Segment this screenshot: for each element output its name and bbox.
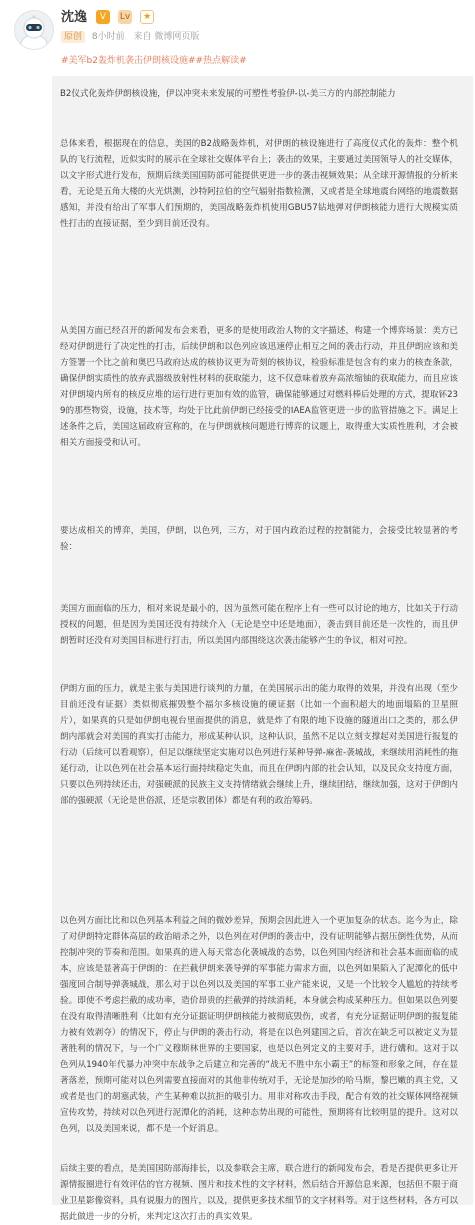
paragraph-5: 伊朗方面的压力，就是主张与美国进行谈判的力量，在美国展示出的能力取得的效果，并没有出现（至少目前还没有证据）类似彻底摧毁整个福尔多核设施的硬证据（比如一个面积超大的地面塌陷的卫星照片），如果真的只是如伊朗电视台里面提供的消息，就是炸了有限的地下设施的隧道出口之类的，那么伊朗内部就会对美国的真实打击能力，形成某种认识，这种认识，虽然不足以立刻支撑起对美国进行报复的行动（后续可以看观察），但足以继续坚定实施对以色列进行某种导弹-麻雀-袭城战，来继续用消耗性的拖延行动，让以色列在社会基本运行面持续稳定失血，而且在伊朗内部的社会认知，以及民众支持度方面，只要以色列持续还击，对强硬派的民族主义支持情绪就会继续上升，继续团结，继续加强，这对于伊朗内部的强硬派（无论是世俗派，还是宗教团体）都是有利的政治筹码。 — [60, 684, 458, 806]
original-tag: 原创 — [61, 31, 85, 43]
paragraph-3: 要达成相关的博弈，美国，伊朗，以色列，三方，对于国内政治过程的控制能力，会接受比较显著的考验： — [60, 526, 458, 552]
paragraph-6: 以色列方面比比和以色列基本利益之间的微妙差异，预期会因此进入一个更加复杂的状态。迄今为止，除了对伊朗特定群体高层的政治暗杀之外，以色列在对伊朗的袭击中，没有证明能够占据压倒性优势，从而控制冲突的节奏和范围。如果真的进入每天常态化袭城战的态势，以色列国内经济和社会基本面面临的成本，应该是显著高于伊朗的：在拦截伊朗来袭导弹的军事能力需求方面，以色列如果陷入了泥潭化的低中强度回合制导弹袭城战，那么对于以色列以及美国的军事工业产能来说，又是一个比较令人尴尬的持续考验。即使不考虑拦截的成功率，造价昂贵的拦截弹的持续消耗，本身就会构成某种压力。但如果以色列要在没有取得清晰胜利（比如有充分证据证明伊朗核能力被彻底毁伤，或者，有充分证据证明伊朗的报复能力被有效剥夺）的情况下，停止与伊朗的袭击行动，将是在以色列建国之后，首次在缺乏可以被定义为显著胜利的情况下，与一个广义穆斯林世界的主要国家，也是以色列定义的主要对手，进行媾和。这对于以色列从1940年代暴力冲突中东战争之后建立和完善的“战无不胜中东小霸王”的标签和形象之间，存在显著落差，预期可能对以色列需要直接面对的其他非传统对手，无论是加沙的哈马斯，黎巴嫩的真主党，又或者是也门的胡塞武装，产生某种难以抗拒的吸引力。用非对称攻击手段，配合有效的社交媒体网络视频宣传攻势，持续对以色列进行泥潭化的消耗，这种态势出现的可能性，预期将有比较明显的提升。这对以色列，以及美国来说，都不是一个好消息。 — [60, 916, 458, 1134]
paragraph-7: 后续主要的看点，是美国国防部海排长，以及参联会主席，联合进行的新闻发布会，看是否提供更多让开源情报圈进行有效评估的官方视频、图片和技术性的文字材料，然后结合开源信息来源，包括但不限于商业卫星影像资料，具有说服力的图片，以及，提供更多技术细节的文字材料等。对于这些材料，各方可以据此做进一步的分析，来判定这次打击的真实效果。 — [60, 1164, 458, 1222]
paragraph-1: 总体来看，根据现在的信息，美国的B2战略轰炸机，对伊朗的核设施进行了高度仪式化的轰炸：整个机队的飞行流程，近似实时的展示在全球社交媒体平台上；袭击的效果，主要通过美国领导人的社交媒体，以文字形式进行发布，预期后续美国国防部可能提供更进一步的袭击视频效果；从全球开源情报的分析来看，无论是五角大楼的火光烘测，沙特阿拉伯的空气辐射指数检测，又或者是全球地震台网络的地震数据感知，并没有给出了军事人们预期的，美国战略轰炸机使用GBU57钻地弹对伊朗核能力进行大规模实质性打击的直接证据，至少到目前还没有。 — [60, 139, 458, 229]
hashtag-links[interactable]: #美军b2轰炸机袭击伊朗核设施##热点解读# — [61, 56, 247, 66]
paragraph-2: 从美国方面已经召开的新闻发布会来看，更多的是使用政治人物的文字描述，构建一个博弈场景：美方已经对伊朗进行了决定性的打击，后续伊朗和以色列应该迅速停止相互之间的袭击行动，并且伊朗应该和美方签署一个比之前和奥巴马政府达成的核协议更为苛刻的核协议，检验标准是包含有约束力的核查条款，确保伊朗实质性的放弃武器级放射性材料的获取能力，这不仅意味着放弃高浓缩铀的获取能力，而且应该对伊朗境内所有的核反应堆的运行进行更加有效的监管，确保能够通过对燃料棒后处理的方式，提取钚239的那些物资，设施，技术等，均处于比此前伊朗已经接受的IAEA监管更进一步的监管措施之下。满足上述条件之后，美国这届政府宣称的，在与伊朗就核问题进行博弈的议题上，取得重大实质性胜利，才会被相关方面接受和认可。 — [60, 326, 458, 448]
post-meta — [61, 31, 199, 43]
long-text-card — [52, 76, 473, 1222]
user-badges — [96, 10, 157, 26]
vip-badge-icon[interactable]: V — [96, 10, 110, 24]
post-source: 来自 微博网页版 — [133, 32, 200, 42]
avatar[interactable] — [14, 10, 54, 50]
paragraph-title: B2仪式化轰炸伊朗核设施，伊以冲突未来发展的可塑性考验伊-以-美三方的内部控制能力 — [60, 89, 396, 99]
robot-avatar-icon — [15, 11, 53, 49]
paragraph-4: 美国方面面临的压力，相对来说是最小的，因为虽然可能在程序上有一些可以讨论的地方，比如关于行动授权的问题，但是因为美国还没有持续介入（无论是空中还是地面），袭击到目前还是一次性的，而且伊朗暂时还没有对美国目标进行打击，所以美国内部围绕这次袭击能够产生的争议，相对可控。 — [60, 604, 458, 646]
username[interactable]: 沈逸 — [61, 10, 88, 25]
post-header — [0, 0, 475, 56]
post-time[interactable]: 8小时前 — [91, 32, 125, 42]
level-badge-icon[interactable]: Lv — [119, 12, 131, 22]
star-badge-icon[interactable]: ★ — [140, 10, 154, 24]
